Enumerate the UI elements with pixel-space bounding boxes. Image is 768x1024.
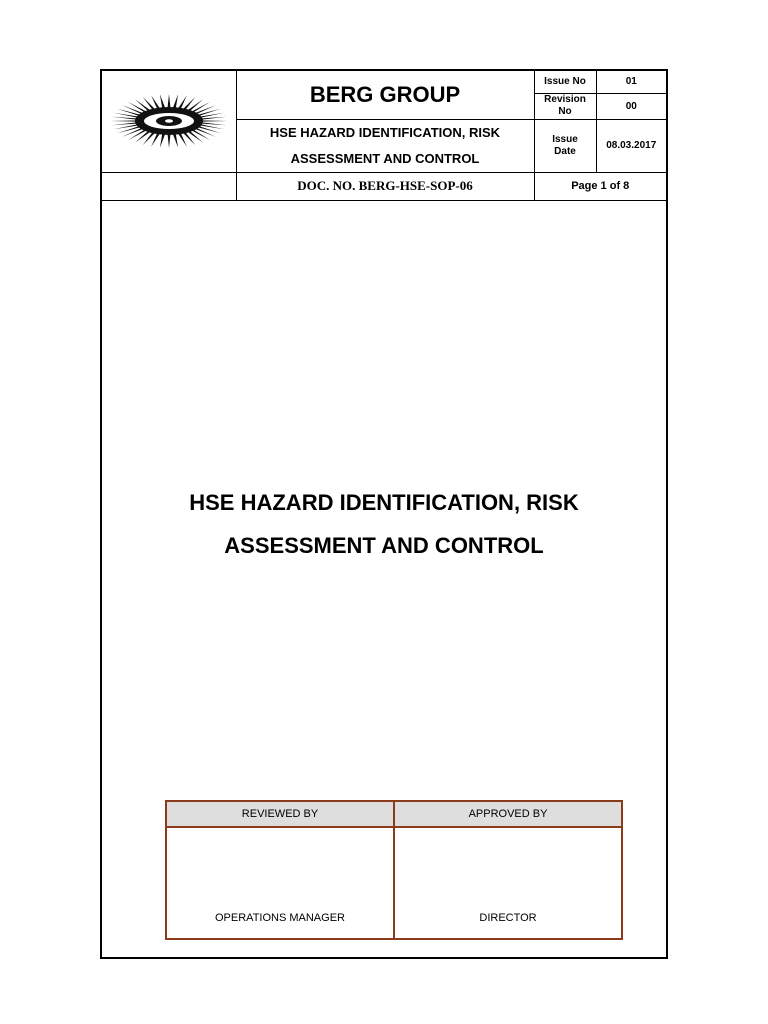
company-name: BERG GROUP [236, 71, 534, 119]
header-blank-cell [102, 172, 236, 200]
document-title-header: HSE HAZARD IDENTIFICATION, RISK ASSESSMENT AND CONTROL [236, 119, 534, 172]
revision-no-value: 00 [596, 93, 666, 119]
approver-role: DIRECTOR [394, 827, 622, 939]
revision-no-label: Revision No [534, 93, 596, 119]
issue-no-label: Issue No [534, 71, 596, 93]
page-number: Page 1 of 8 [534, 172, 666, 200]
reviewer-role: OPERATIONS MANAGER [166, 827, 394, 939]
issue-date-value: 08.03.2017 [596, 119, 666, 172]
issue-date-label: Issue Date [534, 119, 596, 172]
document-main-title [102, 481, 666, 567]
approved-by-label: APPROVED BY [394, 801, 622, 827]
main-title-line-2: ASSESSMENT AND CONTROL [224, 533, 544, 558]
issue-no-value: 01 [596, 71, 666, 93]
company-logo [102, 71, 236, 172]
document-page [100, 69, 668, 959]
signoff-table [165, 800, 623, 940]
main-title-line-1: HSE HAZARD IDENTIFICATION, RISK [189, 490, 579, 515]
document-number: DOC. NO. BERG-HSE-SOP-06 [236, 172, 534, 200]
sunburst-logo-icon [109, 91, 229, 151]
document-header-table [102, 71, 666, 201]
reviewed-by-label: REVIEWED BY [166, 801, 394, 827]
